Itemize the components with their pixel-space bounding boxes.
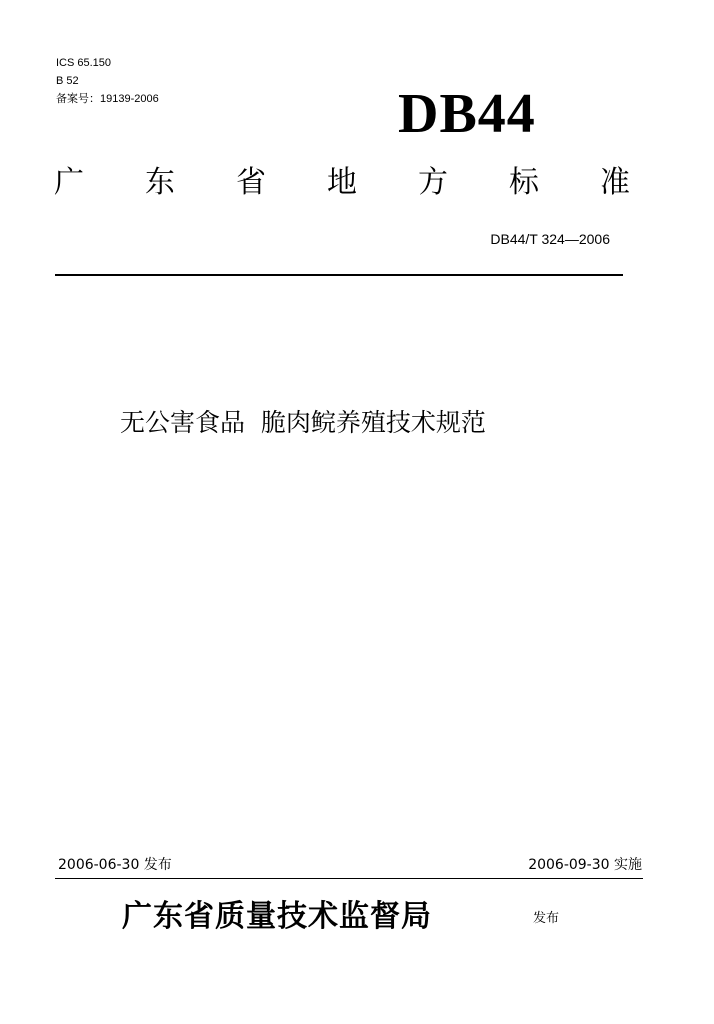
implementation-date: 2006-09-30 实施 — [528, 857, 642, 873]
header-divider — [55, 274, 623, 276]
category-code: B 52 — [56, 75, 79, 87]
document-title: 无公害食品 脆肉鲩养殖技术规范 — [120, 408, 486, 437]
title-char: 准 — [600, 165, 630, 200]
title-char: 东 — [145, 165, 175, 200]
title-char: 方 — [418, 165, 448, 200]
title-char: 广 — [54, 165, 84, 200]
publish-label: 发布 — [533, 911, 560, 926]
standard-number: DB44/T 324—2006 — [490, 231, 610, 247]
publisher-name: 广东省质量技术监督局 — [122, 899, 432, 934]
title-char: 地 — [327, 165, 357, 200]
record-number: 备案号：19139-2006 — [56, 93, 159, 105]
issue-date: 2006-06-30 发布 — [58, 857, 172, 873]
title-char: 省 — [236, 165, 266, 200]
footer-divider — [55, 878, 643, 879]
ics-code: ICS 65.150 — [56, 57, 112, 69]
db-code-logo: DB44 — [398, 83, 536, 145]
title-char: 标 — [509, 165, 539, 200]
standard-type-title — [54, 165, 630, 200]
